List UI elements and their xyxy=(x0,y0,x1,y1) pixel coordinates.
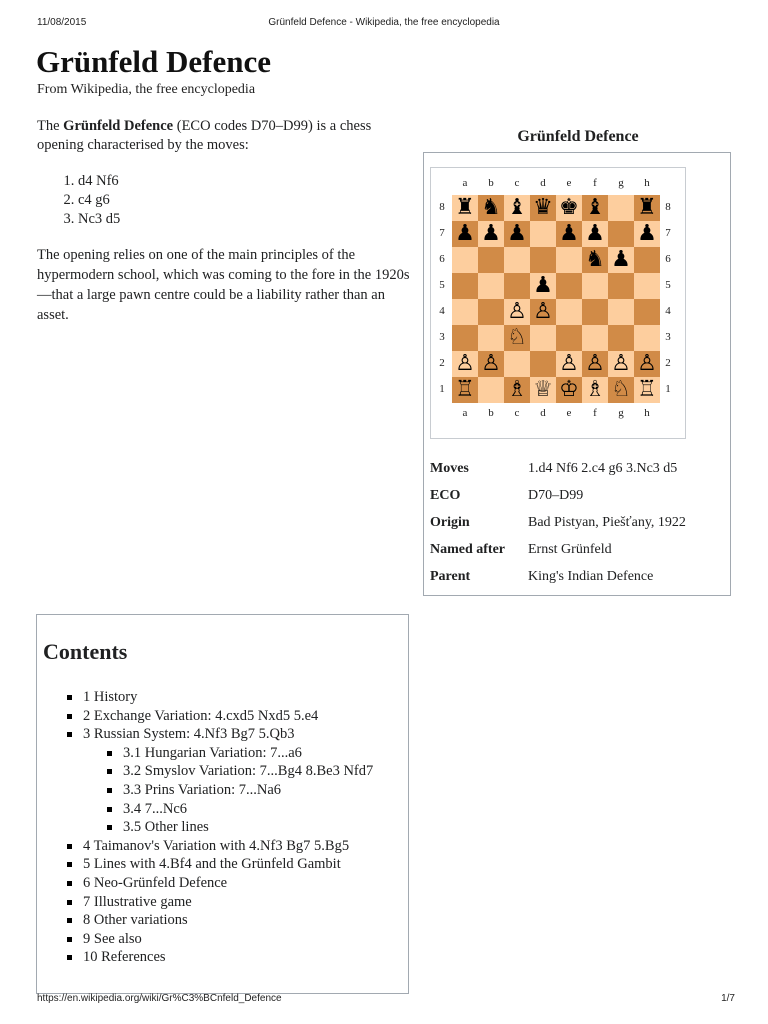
square-a3 xyxy=(452,325,478,351)
chess-piece-icon: ♙ xyxy=(585,351,605,376)
rank-label-3: 3 xyxy=(439,331,445,343)
rank-label-6: 6 xyxy=(665,253,671,265)
square-g6 xyxy=(608,247,634,273)
chess-piece-icon: ♗ xyxy=(507,377,527,402)
square-g1 xyxy=(608,377,634,403)
square-f4 xyxy=(582,299,608,325)
toc-item[interactable]: 4 Taimanov's Variation with 4.Nf3 Bg7 5.Bg5 xyxy=(83,837,373,856)
square-f5 xyxy=(582,273,608,299)
square-h3 xyxy=(634,325,660,351)
square-b2 xyxy=(478,351,504,377)
toc-item[interactable]: 10 References xyxy=(83,948,373,967)
infobox-key: Origin xyxy=(430,514,470,530)
square-e6 xyxy=(556,247,582,273)
file-label-d: d xyxy=(540,177,546,189)
square-f1 xyxy=(582,377,608,403)
file-label-b: b xyxy=(488,177,494,189)
chess-piece-icon: ♜ xyxy=(455,195,475,220)
square-g5 xyxy=(608,273,634,299)
chess-piece-icon: ♟ xyxy=(637,221,657,246)
rank-label-2: 2 xyxy=(439,357,445,369)
file-label-c: c xyxy=(514,407,520,419)
rank-label-6: 6 xyxy=(439,253,445,265)
toc-item[interactable]: 3.4 7...Nc6 xyxy=(123,800,373,819)
chess-piece-icon: ♖ xyxy=(455,377,475,402)
square-c3 xyxy=(504,325,530,351)
file-label-f: f xyxy=(593,177,597,189)
chess-piece-icon: ♟ xyxy=(481,221,501,246)
square-f7 xyxy=(582,221,608,247)
rank-label-7: 7 xyxy=(665,227,671,239)
square-h4 xyxy=(634,299,660,325)
chess-piece-icon: ♟ xyxy=(533,273,553,298)
toc-item[interactable]: 5 Lines with 4.Bf4 and the Grünfeld Gambit xyxy=(83,855,373,874)
article-title: Grünfeld Defence xyxy=(36,44,272,79)
square-a5 xyxy=(452,273,478,299)
infobox-row xyxy=(424,563,730,590)
file-label-g: g xyxy=(618,407,624,419)
chess-piece-icon: ♙ xyxy=(507,299,527,324)
file-label-g: g xyxy=(618,177,624,189)
chess-piece-icon: ♜ xyxy=(637,195,657,220)
rank-label-8: 8 xyxy=(665,201,671,213)
chess-piece-icon: ♙ xyxy=(481,351,501,376)
square-h7 xyxy=(634,221,660,247)
chess-piece-icon: ♟ xyxy=(455,221,475,246)
square-c1 xyxy=(504,377,530,403)
toc-item[interactable]: 3.5 Other lines xyxy=(123,818,373,837)
chess-piece-icon: ♚ xyxy=(559,195,579,220)
square-f6 xyxy=(582,247,608,273)
file-label-h: h xyxy=(644,177,650,189)
square-c6 xyxy=(504,247,530,273)
opening-moves-list xyxy=(60,172,120,229)
chess-piece-icon: ♖ xyxy=(637,377,657,402)
chess-piece-icon: ♙ xyxy=(533,299,553,324)
square-f2 xyxy=(582,351,608,377)
square-h8 xyxy=(634,195,660,221)
square-d1 xyxy=(530,377,556,403)
file-label-d: d xyxy=(540,407,546,419)
footer-page-number: 1/7 xyxy=(721,993,735,1004)
infobox-value: 1.d4 Nf6 2.c4 g6 3.Nc3 d5 xyxy=(528,460,678,476)
rank-label-5: 5 xyxy=(439,279,445,291)
move-item: 1. d4 Nf6 xyxy=(78,172,120,191)
rank-label-5: 5 xyxy=(665,279,671,291)
chess-piece-icon: ♙ xyxy=(611,351,631,376)
print-header xyxy=(0,0,768,40)
infobox xyxy=(423,152,731,596)
square-b5 xyxy=(478,273,504,299)
infobox-value: D70–D99 xyxy=(528,487,584,503)
square-g2 xyxy=(608,351,634,377)
square-d4 xyxy=(530,299,556,325)
square-a1 xyxy=(452,377,478,403)
toc-item[interactable]: 9 See also xyxy=(83,930,373,949)
chess-piece-icon: ♟ xyxy=(611,247,631,272)
square-e8 xyxy=(556,195,582,221)
toc-item[interactable]: 8 Other variations xyxy=(83,911,373,930)
square-e7 xyxy=(556,221,582,247)
square-h5 xyxy=(634,273,660,299)
square-h1 xyxy=(634,377,660,403)
square-h2 xyxy=(634,351,660,377)
move-item: 3. Nc3 d5 xyxy=(78,210,120,229)
toc-item[interactable]: 3 Russian System: 4.Nf3 Bg7 5.Qb3 xyxy=(83,725,373,744)
square-c2 xyxy=(504,351,530,377)
square-e1 xyxy=(556,377,582,403)
square-a8 xyxy=(452,195,478,221)
chess-piece-icon: ♙ xyxy=(455,351,475,376)
square-e3 xyxy=(556,325,582,351)
square-g8 xyxy=(608,195,634,221)
lead-suffix: (ECO codes D70–D99) is a chess opening characterised by the moves: xyxy=(37,118,372,153)
chess-piece-icon: ♝ xyxy=(585,195,605,220)
toc-title: Contents xyxy=(43,639,128,664)
rank-label-8: 8 xyxy=(439,201,445,213)
toc-item[interactable]: 3.3 Prins Variation: 7...Na6 xyxy=(123,781,373,800)
square-d7 xyxy=(530,221,556,247)
chess-piece-icon: ♘ xyxy=(611,377,631,402)
chess-piece-icon: ♙ xyxy=(637,351,657,376)
square-f8 xyxy=(582,195,608,221)
table-of-contents xyxy=(36,614,409,994)
file-label-c: c xyxy=(514,177,520,189)
infobox-value: King's Indian Defence xyxy=(528,568,654,584)
lead-paragraph xyxy=(37,117,412,155)
lead-bold-term: Grünfeld Defence xyxy=(63,118,174,134)
square-a7 xyxy=(452,221,478,247)
square-b8 xyxy=(478,195,504,221)
print-date: 11/08/2015 xyxy=(37,17,87,28)
square-c5 xyxy=(504,273,530,299)
square-c7 xyxy=(504,221,530,247)
print-title: Grünfeld Defence - Wikipedia, the free encyclopedia xyxy=(268,17,500,28)
square-d3 xyxy=(530,325,556,351)
rank-label-4: 4 xyxy=(665,305,671,317)
rank-label-1: 1 xyxy=(665,383,671,395)
infobox-row xyxy=(424,536,730,563)
toc-item[interactable]: 2 Exchange Variation: 4.cxd5 Nxd5 5.e4 xyxy=(83,707,373,726)
square-b3 xyxy=(478,325,504,351)
square-g4 xyxy=(608,299,634,325)
infobox-value: Bad Pistyan, Piešťany, 1922 xyxy=(528,514,686,530)
square-c8 xyxy=(504,195,530,221)
article-tagline: From Wikipedia, the free encyclopedia xyxy=(37,82,256,97)
infobox-row xyxy=(424,482,730,509)
square-e5 xyxy=(556,273,582,299)
chessboard xyxy=(452,195,660,403)
file-label-h: h xyxy=(644,407,650,419)
lead-prefix: The xyxy=(37,118,64,134)
file-label-b: b xyxy=(488,407,494,419)
chess-piece-icon: ♘ xyxy=(507,325,527,350)
chess-piece-icon: ♗ xyxy=(585,377,605,402)
square-e2 xyxy=(556,351,582,377)
square-f3 xyxy=(582,325,608,351)
file-label-e: e xyxy=(566,177,572,189)
infobox-row xyxy=(424,509,730,536)
file-label-a: a xyxy=(462,177,468,189)
chess-piece-icon: ♟ xyxy=(559,221,579,246)
square-a4 xyxy=(452,299,478,325)
rank-label-4: 4 xyxy=(439,305,445,317)
square-d5 xyxy=(530,273,556,299)
toc-item[interactable]: 6 Neo-Grünfeld Defence xyxy=(83,874,373,893)
square-c4 xyxy=(504,299,530,325)
chess-piece-icon: ♔ xyxy=(559,377,579,402)
infobox-caption: Grünfeld Defence xyxy=(517,128,639,145)
toc-item[interactable]: 3.2 Smyslov Variation: 7...Bg4 8.Be3 Nfd7 xyxy=(123,763,374,780)
chess-piece-icon: ♞ xyxy=(481,195,501,220)
toc-item[interactable]: 3.1 Hungarian Variation: 7...a6 xyxy=(123,744,373,763)
chess-piece-icon: ♞ xyxy=(585,247,605,272)
chess-piece-icon: ♟ xyxy=(507,221,527,246)
square-d2 xyxy=(530,351,556,377)
move-item: 2. c4 g6 xyxy=(78,191,120,210)
file-label-a: a xyxy=(462,407,468,419)
infobox-key: Named after xyxy=(430,541,506,557)
toc-item[interactable]: 1 History xyxy=(83,688,373,707)
square-a6 xyxy=(452,247,478,273)
file-label-e: e xyxy=(566,407,572,419)
rank-label-3: 3 xyxy=(665,331,671,343)
infobox-details xyxy=(424,455,730,590)
square-b4 xyxy=(478,299,504,325)
body-paragraph: The opening relies on one of the main principles of the hypermodern school, which was coming to the fore in the 1920s—that a large pawn centre could be a liability rather than an asset. xyxy=(37,247,410,323)
square-g3 xyxy=(608,325,634,351)
infobox-key: Parent xyxy=(430,568,471,584)
rank-label-7: 7 xyxy=(439,227,445,239)
infobox-value: Ernst Grünfeld xyxy=(528,541,612,557)
square-d8 xyxy=(530,195,556,221)
square-b7 xyxy=(478,221,504,247)
infobox-key: Moves xyxy=(430,460,469,476)
rank-label-2: 2 xyxy=(665,357,671,369)
toc-item[interactable]: 7 Illustrative game xyxy=(83,893,373,912)
square-b6 xyxy=(478,247,504,273)
chess-piece-icon: ♙ xyxy=(559,351,579,376)
chess-piece-icon: ♝ xyxy=(507,195,527,220)
chess-piece-icon: ♕ xyxy=(533,377,553,402)
infobox-key: ECO xyxy=(430,487,461,503)
square-h6 xyxy=(634,247,660,273)
footer-url[interactable]: https://en.wikipedia.org/wiki/Gr%C3%BCnfeld_Defence xyxy=(37,993,282,1004)
square-a2 xyxy=(452,351,478,377)
file-label-f: f xyxy=(593,407,597,419)
square-d6 xyxy=(530,247,556,273)
chess-piece-icon: ♛ xyxy=(533,195,553,220)
toc-list xyxy=(83,688,373,967)
square-b1 xyxy=(478,377,504,403)
chess-piece-icon: ♟ xyxy=(585,221,605,246)
infobox-row xyxy=(424,455,730,482)
rank-label-1: 1 xyxy=(439,383,445,395)
square-g7 xyxy=(608,221,634,247)
square-e4 xyxy=(556,299,582,325)
